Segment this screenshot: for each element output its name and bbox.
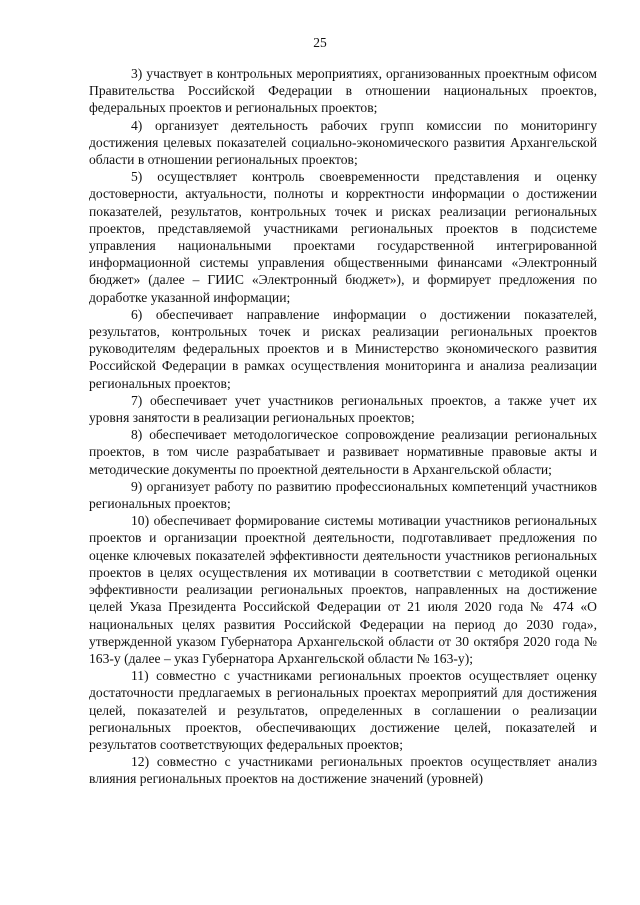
paragraph-item-10: 10) обеспечивает формирование системы мотивации участников региональных проектов и организации проектной деятельности, подготавливает предложения по оценке ключевых показателей эффективности деятельности участников региональных проектов в целях осуществления их мотивации в соответствии с методикой оценки эффективности реализации региональных проектов, направленных на достижение целей Указа Президента Российской Федерации от 21 июля 2020 года № 474 «О национальных целях развития Российской Федерации на период до 2030 года», утвержденной указом Губернатора Архангельской области от 30 октября 2020 года № 163-у (далее – указ Губернатора Архангельской области № 163-у); xyxy=(89,513,597,666)
paragraph-item-6: 6) обеспечивает направление информации о достижении показателей, результатов, контрольных точек и рисках реализации региональных проектов руководителям федеральных проектов и в Министерство экономического развития Российской Федерации в рамках осуществления мониторинга и анализа реализации региональных проектов; xyxy=(89,306,597,391)
paragraph-item-9: 9) организует работу по развитию профессиональных компетенций участников региональных проектов; xyxy=(89,478,597,512)
paragraph-item-11: 11) совместно с участниками региональных проектов осуществляет оценку достаточности предлагаемых в региональных проектах мероприятий для достижения целей, показателей и результатов, определенных в соглашении о реализации региональных проектов, обеспечивающих достижение целей, показателей и результатов соответствующих федеральных проектов; xyxy=(89,668,597,752)
paragraph-item-3: 3) участвует в контрольных мероприятиях, организованных проектным офисом Правительства Российской Федерации в отношении национальных проектов, федеральных проектов и региональных проектов; xyxy=(89,66,597,116)
paragraph-item-7: 7) обеспечивает учет участников региональных проектов, а также учет их уровня занятости в реализации региональных проектов; xyxy=(89,392,597,426)
paragraph-item-5: 5) осуществляет контроль своевременности представления и оценку достоверности, актуальности, полноты и корректности информации о достижении показателей, результатов, контрольных точек и рисках реализации региональных проектов, представляемой участниками региональных проектов в подсистеме управления национальными проектами государственной интегрированной информационной системы управления общественными финансами «Электронный бюджет» (далее – ГИИС «Электронный бюджет»), и формирует предложения по доработке указанной информации; xyxy=(89,169,597,305)
page-number: 25 xyxy=(313,35,327,50)
paragraph-item-8: 8) обеспечивает методологическое сопровождение реализации региональных проектов, в том числе разрабатывает и развивает нормативные правовые акты и методические документы по проектной деятельности в Архангельской области; xyxy=(89,427,597,477)
paragraph-item-12: 12) совместно с участниками региональных проектов осуществляет анализ влияния региональных проектов на достижение значений (уровней) xyxy=(89,754,597,787)
paragraph-item-4: 4) организует деятельность рабочих групп комиссии по мониторингу достижения целевых показателей социально-экономического развития Архангельской области в отношении региональных проектов; xyxy=(89,117,597,168)
document-body xyxy=(89,65,597,788)
